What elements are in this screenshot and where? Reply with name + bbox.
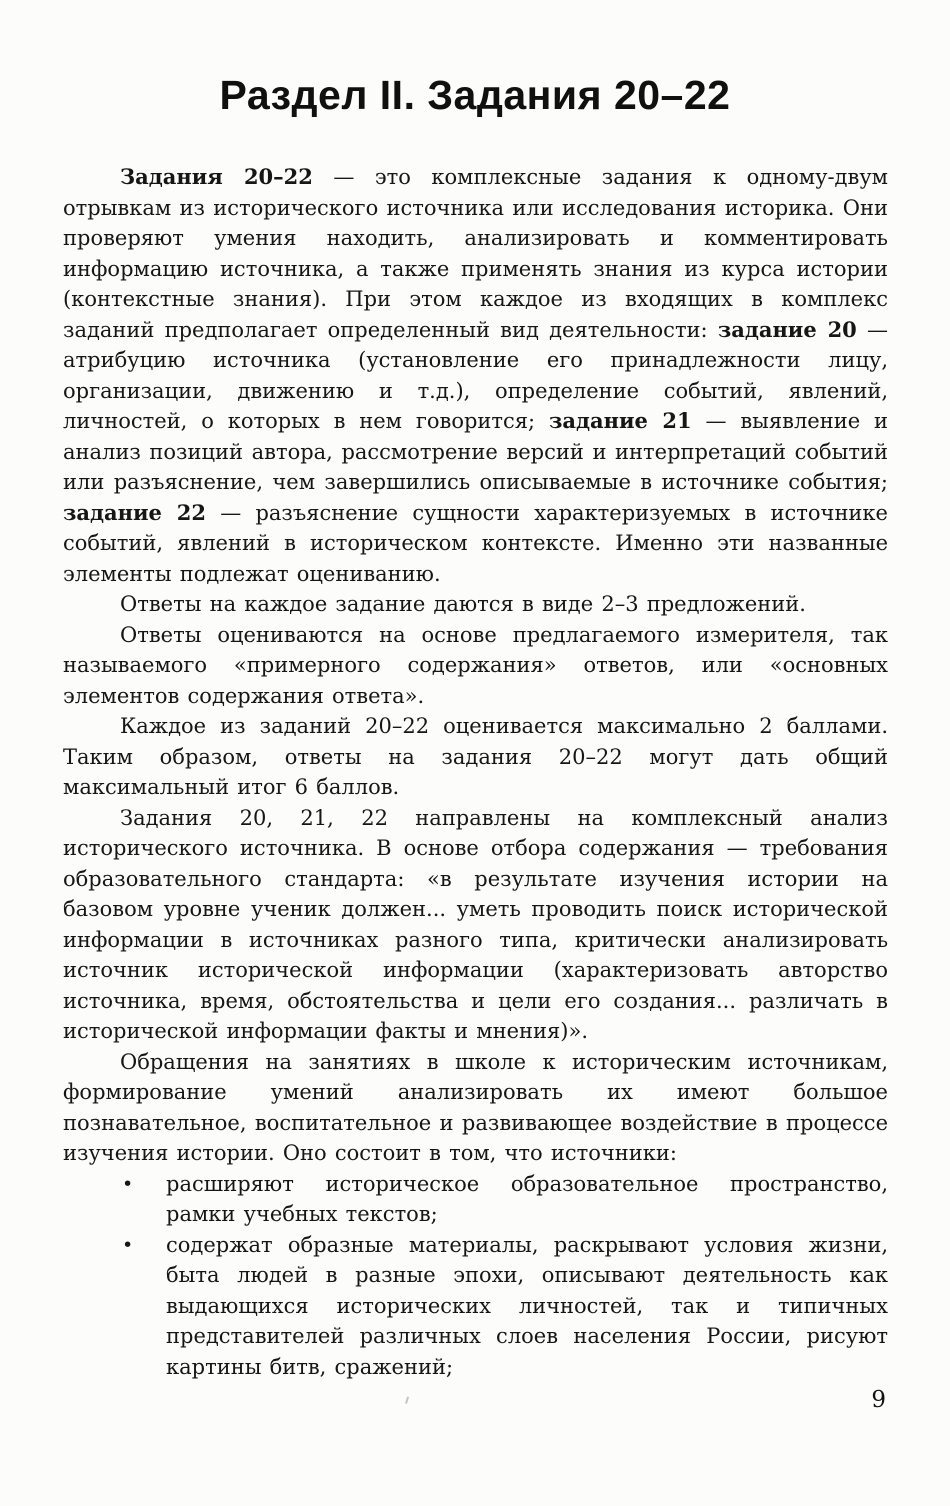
paragraph-intro: Задания 20–22 — это комплексные задания к одному-двум отрывкам из исторического источника или исследования историка. Они проверяют умения находить, анализировать и комментировать информацию источника, а также применять знания из курса истории (контекстные знания). При этом каждое из входящих в комплекс заданий предполагает определенный вид деятельности: задание 20 — атрибуцию источника (установление его принадлежности лицу, организации, движению и т.д.), определение событий, явлений, личностей, о которых в нем говорится; задание 21 — выявление и анализ позиций автора, рассмотрение версий и интерпретаций событий или разъяснение, чем завершились описываемые в источнике события; задание 22 — разъяснение сущности характеризуемых в источнике событий, явлений в историческом контексте. Именно эти названные элементы подлежат оцениванию.: [63, 164, 889, 586]
bullet-text: расширяют историческое образовательное пространство, рамки учебных текстов;: [166, 1171, 888, 1226]
bullet-item: [63, 1169, 888, 1230]
page-number: 9: [871, 1387, 886, 1413]
paragraph-answers-format: Ответы на каждое задание даются в виде 2–3 предложений.: [120, 592, 806, 616]
bullet-list: [63, 1169, 888, 1383]
stray-mark: [405, 1397, 411, 1405]
paragraph-sources-value: Обращения на занятиях в школе к историческим источникам, формирование умений анализировать их имеют большое познавательное, воспитательное и развивающее воздействие в процессе изучения истории. Оно состоит в том, что источники:: [63, 1049, 888, 1165]
paragraph-evaluation: Ответы оцениваются на основе предлагаемого измерителя, так называемого «примерного содержания» ответов, или «основных элементов содержания ответа».: [63, 622, 888, 708]
paragraph-standard: Задания 20, 21, 22 направлены на комплексный анализ исторического источника. В основе отбора содержания — требования образовательного стандарта: «в результате изучения истории на базовом уровне ученик должен... уметь проводить поиск исторической информации в источниках разного типа, критически анализировать источник исторической информации (характеризовать авторство источника, время, обстоятельства и цели его создания... различать в исторической информации факты и мнения)».: [63, 805, 888, 1043]
section-title: Раздел II. Задания 20–22: [219, 72, 731, 118]
bullet-text: содержат образные материалы, раскрывают условия жизни, быта людей в разные эпохи, описывают деятельность как выдающихся исторических личностей, так и типичных представителей различных слоев населения России, рисуют картины битв, сражений;: [166, 1232, 888, 1379]
bullet-item: [63, 1230, 888, 1383]
paragraph-scoring: Каждое из заданий 20–22 оценивается максимально 2 баллами. Таким образом, ответы на задания 20–22 могут дать общий максимальный итог 6 баллов.: [63, 714, 888, 799]
bullet-marker-icon: •: [122, 1233, 134, 1256]
bullet-marker-icon: •: [122, 1172, 134, 1195]
page-content: [63, 162, 888, 1382]
